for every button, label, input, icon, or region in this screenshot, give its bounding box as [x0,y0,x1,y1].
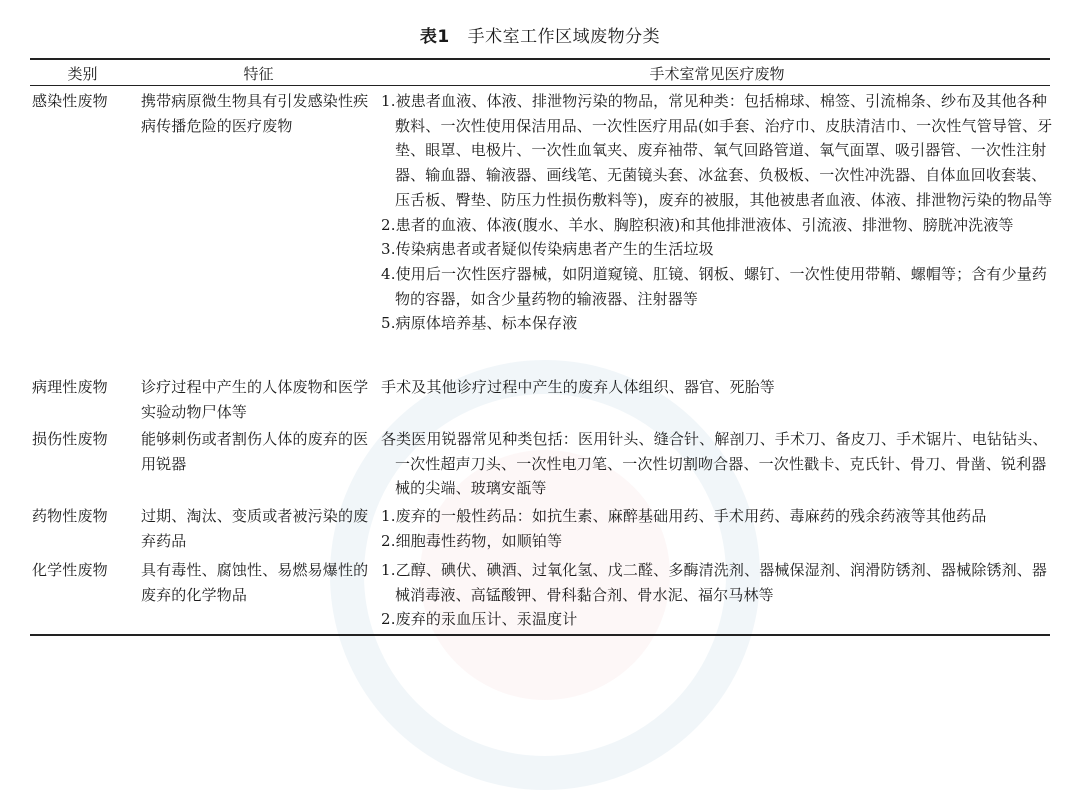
table-bottom-rule [30,634,1050,636]
waste-item: 3.传染病患者或者疑似传染病患者产生的生活垃圾 [381,240,714,259]
row-category: 损伤性废物 [32,430,108,448]
waste-item: 1.乙醇、碘伏、碘酒、过氧化氢、戊二醛、多酶清洗剂、器械保湿剂、润滑防锈剂、器械除锈剂、器械消毒液、高锰酸钾、骨科黏合剂、骨水泥、福尔马林等 [381,561,1048,604]
row-category: 药物性废物 [32,507,108,525]
waste-item: 手术及其他诊疗过程中产生的废弃人体组织、器官、死胎等 [381,378,775,396]
row-waste-list [381,375,1053,400]
waste-item: 4.使用后一次性医疗器械，如阴道窥镜、肛镜、钢板、螺钉、一次性使用带鞘、螺帽等；含有少量药物的容器，如含少量药物的输液器、注射器等 [381,264,1048,308]
row-category: 病理性废物 [32,378,108,396]
waste-item: 1.被患者血液、体液、排泄物污染的物品，常见种类：包括棉球、棉签、引流棉条、纱布及其他各种敷料、一次性使用保洁用品、一次性医疗用品(如手套、治疗巾、皮肤清洁巾、一次性气管导管、牙垫、眼罩、电极片、一次性血氧夹、废弃袖带、氧气回路管道、氧气面罩、吸引器管、一次性注射器、输血器、输液器、画线笔、无菌镜头套、冰盆套、负极板、一次性冲洗器、自体血回收套装、压舌板、臀垫、防压力性损伤敷料等)，废弃的被服，其他被患者血液、体液、排泄物污染的物品等 [381,92,1053,209]
row-waste-list [381,427,1053,501]
header-waste: 手术室常见医疗废物 [649,65,785,83]
row-waste-list [381,558,1053,632]
row-feature: 诊疗过程中产生的人体废物和医学实验动物尸体等 [141,378,369,421]
table-title: 手术室工作区域废物分类 [467,27,661,47]
table-top-rule [30,58,1050,60]
row-feature: 能够刺伤或者割伤人体的废弃的医用锐器 [141,430,369,473]
header-feature: 特征 [243,65,274,83]
waste-item: 1.废弃的一般性药品：如抗生素、麻醉基础用药、手术用药、毒麻药的残余药液等其他药品 [381,507,987,525]
row-feature: 携带病原微生物具有引发感染性疾病传播危险的医疗废物 [141,92,369,135]
row-waste-list [381,89,1053,336]
row-feature: 具有毒性、腐蚀性、易燃易爆性的废弃的化学物品 [141,561,369,604]
row-category: 感染性废物 [32,92,108,110]
waste-item: 2.废弃的汞血压计、汞温度计 [381,610,578,629]
waste-item: 5.病原体培养基、标本保存液 [381,314,578,333]
table-header-rule [30,85,1050,86]
table-number: 表1 [419,27,450,47]
row-waste-list [381,504,1053,553]
waste-item: 2.患者的血液、体液(腹水、羊水、胸腔积液)和其他排泄液体、引流液、排泄物、膀胱冲洗液等 [381,215,1014,234]
waste-item: 2.细胞毒性药物，如顺铂等 [381,531,563,550]
header-category: 类别 [67,65,98,83]
row-category: 化学性废物 [32,561,108,579]
table-caption [0,22,1080,47]
row-feature: 过期、淘汰、变质或者被污染的废弃药品 [141,507,369,550]
waste-item: 各类医用锐器常见种类包括：医用针头、缝合针、解剖刀、手术刀、备皮刀、手术锯片、电钻钻头、一次性超声刀头、一次性电刀笔、一次性切割吻合器、一次性戳卡、克氏针、骨刀、骨凿、锐利器械的尖端、玻璃安瓿等 [381,430,1048,498]
